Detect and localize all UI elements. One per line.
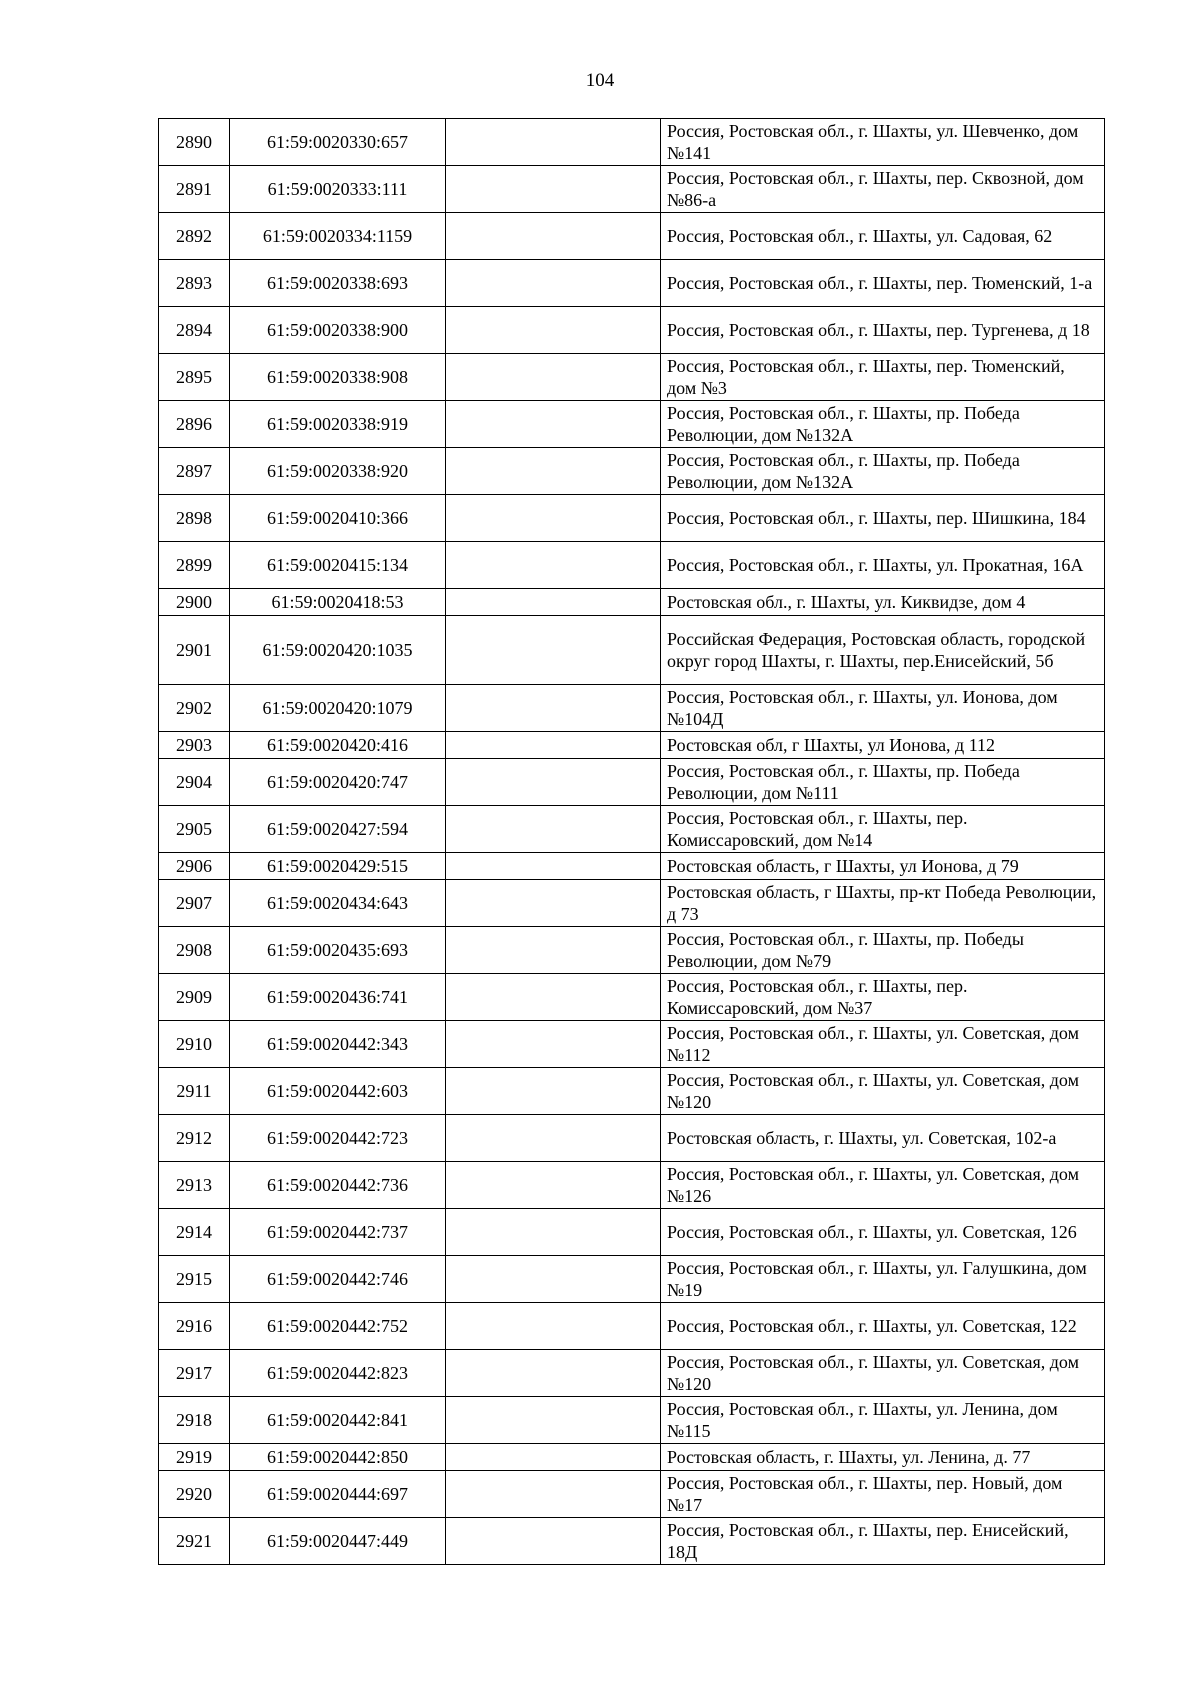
cadastral-number: 61:59:0020420:416 <box>230 732 446 759</box>
cadastral-number: 61:59:0020444:697 <box>230 1471 446 1518</box>
address-cell: Россия, Ростовская обл., г. Шахты, пер. Комиссаровский, дом №14 <box>661 806 1105 853</box>
cadastral-number: 61:59:0020427:594 <box>230 806 446 853</box>
table-row <box>159 1209 1105 1256</box>
cadastral-number: 61:59:0020434:643 <box>230 880 446 927</box>
table-row <box>159 1115 1105 1162</box>
row-number: 2903 <box>159 732 230 759</box>
empty-cell <box>446 1350 661 1397</box>
cadastral-number: 61:59:0020442:823 <box>230 1350 446 1397</box>
cadastral-number: 61:59:0020442:723 <box>230 1115 446 1162</box>
empty-cell <box>446 1068 661 1115</box>
empty-cell <box>446 880 661 927</box>
address-cell: Россия, Ростовская обл., г. Шахты, ул. Советская, дом №112 <box>661 1021 1105 1068</box>
table-row <box>159 213 1105 260</box>
address-cell: Россия, Ростовская обл., г. Шахты, ул. Советская, дом №126 <box>661 1162 1105 1209</box>
table-row <box>159 119 1105 166</box>
empty-cell <box>446 307 661 354</box>
empty-cell <box>446 589 661 616</box>
address-cell: Ростовская область, г Шахты, ул Ионова, д 79 <box>661 853 1105 880</box>
empty-cell <box>446 166 661 213</box>
table-row <box>159 1303 1105 1350</box>
cadastral-number: 61:59:0020436:741 <box>230 974 446 1021</box>
row-number: 2908 <box>159 927 230 974</box>
empty-cell <box>446 732 661 759</box>
empty-cell <box>446 1256 661 1303</box>
cadastral-number: 61:59:0020338:908 <box>230 354 446 401</box>
empty-cell <box>446 806 661 853</box>
row-number: 2906 <box>159 853 230 880</box>
row-number: 2914 <box>159 1209 230 1256</box>
table-row <box>159 974 1105 1021</box>
empty-cell <box>446 1162 661 1209</box>
row-number: 2910 <box>159 1021 230 1068</box>
table-row <box>159 1350 1105 1397</box>
address-cell: Россия, Ростовская обл., г. Шахты, ул. Советская, 126 <box>661 1209 1105 1256</box>
address-cell: Россия, Ростовская обл., г. Шахты, ул. Ленина, дом №115 <box>661 1397 1105 1444</box>
cadastral-number: 61:59:0020442:603 <box>230 1068 446 1115</box>
address-cell: Российская Федерация, Ростовская область, городской округ город Шахты, г. Шахты, пер.Енисейский, 5б <box>661 616 1105 685</box>
row-number: 2912 <box>159 1115 230 1162</box>
address-cell: Россия, Ростовская обл., г. Шахты, ул. Шевченко, дом №141 <box>661 119 1105 166</box>
row-number: 2898 <box>159 495 230 542</box>
address-cell: Ростовская обл., г. Шахты, ул. Киквидзе, дом 4 <box>661 589 1105 616</box>
cadastral-number: 61:59:0020442:841 <box>230 1397 446 1444</box>
cadastral-number: 61:59:0020415:134 <box>230 542 446 589</box>
table-row <box>159 880 1105 927</box>
table-row <box>159 732 1105 759</box>
table-row <box>159 1444 1105 1471</box>
row-number: 2891 <box>159 166 230 213</box>
table-row <box>159 260 1105 307</box>
row-number: 2893 <box>159 260 230 307</box>
cadastral-number: 61:59:0020442:736 <box>230 1162 446 1209</box>
address-cell: Россия, Ростовская обл., г. Шахты, пер. Новый, дом №17 <box>661 1471 1105 1518</box>
empty-cell <box>446 1115 661 1162</box>
row-number: 2900 <box>159 589 230 616</box>
cadastral-number: 61:59:0020420:1035 <box>230 616 446 685</box>
table-row <box>159 1162 1105 1209</box>
table-row <box>159 806 1105 853</box>
table-row <box>159 927 1105 974</box>
empty-cell <box>446 974 661 1021</box>
address-cell: Россия, Ростовская обл., г. Шахты, ул. Галушкина, дом №19 <box>661 1256 1105 1303</box>
address-cell: Ростовская область, г Шахты, пр-кт Победа Революции, д 73 <box>661 880 1105 927</box>
row-number: 2913 <box>159 1162 230 1209</box>
table-row <box>159 354 1105 401</box>
cadastral-number: 61:59:0020410:366 <box>230 495 446 542</box>
cadastral-number: 61:59:0020334:1159 <box>230 213 446 260</box>
empty-cell <box>446 1021 661 1068</box>
empty-cell <box>446 1518 661 1565</box>
empty-cell <box>446 927 661 974</box>
empty-cell <box>446 685 661 732</box>
address-cell: Россия, Ростовская обл., г. Шахты, пер. Шишкина, 184 <box>661 495 1105 542</box>
table-row <box>159 542 1105 589</box>
table-row <box>159 1397 1105 1444</box>
property-registry-table <box>158 118 1105 1565</box>
row-number: 2901 <box>159 616 230 685</box>
table-row <box>159 685 1105 732</box>
address-cell: Россия, Ростовская обл., г. Шахты, пер. Сквозной, дом №86-а <box>661 166 1105 213</box>
address-cell: Россия, Ростовская обл., г. Шахты, пр. Победы Революции, дом №79 <box>661 927 1105 974</box>
row-number: 2919 <box>159 1444 230 1471</box>
address-cell: Россия, Ростовская обл., г. Шахты, пр. Победа Революции, дом №132А <box>661 448 1105 495</box>
empty-cell <box>446 1397 661 1444</box>
address-cell: Ростовская область, г. Шахты, ул. Советская, 102-а <box>661 1115 1105 1162</box>
address-cell: Россия, Ростовская обл., г. Шахты, пер. Тургенева, д 18 <box>661 307 1105 354</box>
row-number: 2892 <box>159 213 230 260</box>
empty-cell <box>446 260 661 307</box>
row-number: 2915 <box>159 1256 230 1303</box>
cadastral-number: 61:59:0020420:747 <box>230 759 446 806</box>
address-cell: Россия, Ростовская обл., г. Шахты, пер. Комиссаровский, дом №37 <box>661 974 1105 1021</box>
cadastral-number: 61:59:0020338:693 <box>230 260 446 307</box>
empty-cell <box>446 1209 661 1256</box>
address-cell: Ростовская область, г. Шахты, ул. Ленина, д. 77 <box>661 1444 1105 1471</box>
row-number: 2896 <box>159 401 230 448</box>
row-number: 2909 <box>159 974 230 1021</box>
empty-cell <box>446 354 661 401</box>
row-number: 2895 <box>159 354 230 401</box>
empty-cell <box>446 448 661 495</box>
row-number: 2902 <box>159 685 230 732</box>
empty-cell <box>446 1444 661 1471</box>
address-cell: Россия, Ростовская обл., г. Шахты, ул. Садовая, 62 <box>661 213 1105 260</box>
table-row <box>159 589 1105 616</box>
address-cell: Россия, Ростовская обл., г. Шахты, пер. Тюменский, 1-а <box>661 260 1105 307</box>
empty-cell <box>446 119 661 166</box>
address-cell: Россия, Ростовская обл., г. Шахты, ул. Советская, дом №120 <box>661 1350 1105 1397</box>
row-number: 2899 <box>159 542 230 589</box>
row-number: 2916 <box>159 1303 230 1350</box>
address-cell: Россия, Ростовская обл., г. Шахты, ул. Советская, 122 <box>661 1303 1105 1350</box>
address-cell: Россия, Ростовская обл., г. Шахты, пр. Победа Революции, дом №111 <box>661 759 1105 806</box>
row-number: 2897 <box>159 448 230 495</box>
address-cell: Россия, Ростовская обл., г. Шахты, ул. Ионова, дом №104Д <box>661 685 1105 732</box>
cadastral-number: 61:59:0020435:693 <box>230 927 446 974</box>
cadastral-number: 61:59:0020447:449 <box>230 1518 446 1565</box>
address-cell: Россия, Ростовская обл., г. Шахты, ул. Прокатная, 16А <box>661 542 1105 589</box>
table-row <box>159 166 1105 213</box>
table-row <box>159 853 1105 880</box>
empty-cell <box>446 1471 661 1518</box>
row-number: 2905 <box>159 806 230 853</box>
table-row <box>159 1471 1105 1518</box>
table-row <box>159 448 1105 495</box>
row-number: 2894 <box>159 307 230 354</box>
cadastral-number: 61:59:0020442:343 <box>230 1021 446 1068</box>
empty-cell <box>446 1303 661 1350</box>
cadastral-number: 61:59:0020338:919 <box>230 401 446 448</box>
table-row <box>159 759 1105 806</box>
cadastral-number: 61:59:0020338:920 <box>230 448 446 495</box>
empty-cell <box>446 401 661 448</box>
address-cell: Россия, Ростовская обл., г. Шахты, пр. Победа Революции, дом №132А <box>661 401 1105 448</box>
empty-cell <box>446 759 661 806</box>
table-row <box>159 495 1105 542</box>
cadastral-number: 61:59:0020333:111 <box>230 166 446 213</box>
empty-cell <box>446 853 661 880</box>
row-number: 2921 <box>159 1518 230 1565</box>
row-number: 2918 <box>159 1397 230 1444</box>
empty-cell <box>446 213 661 260</box>
row-number: 2890 <box>159 119 230 166</box>
row-number: 2920 <box>159 1471 230 1518</box>
table-row <box>159 1256 1105 1303</box>
empty-cell <box>446 495 661 542</box>
cadastral-number: 61:59:0020418:53 <box>230 589 446 616</box>
row-number: 2907 <box>159 880 230 927</box>
cadastral-number: 61:59:0020442:746 <box>230 1256 446 1303</box>
address-cell: Россия, Ростовская обл., г. Шахты, ул. Советская, дом №120 <box>661 1068 1105 1115</box>
empty-cell <box>446 616 661 685</box>
cadastral-number: 61:59:0020442:752 <box>230 1303 446 1350</box>
table-row <box>159 1518 1105 1565</box>
table-row <box>159 616 1105 685</box>
row-number: 2904 <box>159 759 230 806</box>
table-row <box>159 1068 1105 1115</box>
address-cell: Россия, Ростовская обл., г. Шахты, пер. Тюменский, дом №3 <box>661 354 1105 401</box>
table-row <box>159 401 1105 448</box>
cadastral-number: 61:59:0020338:900 <box>230 307 446 354</box>
table-row <box>159 1021 1105 1068</box>
page-number: 104 <box>585 70 615 91</box>
cadastral-number: 61:59:0020429:515 <box>230 853 446 880</box>
address-cell: Ростовская обл, г Шахты, ул Ионова, д 112 <box>661 732 1105 759</box>
row-number: 2917 <box>159 1350 230 1397</box>
cadastral-number: 61:59:0020442:737 <box>230 1209 446 1256</box>
table-row <box>159 307 1105 354</box>
cadastral-number: 61:59:0020442:850 <box>230 1444 446 1471</box>
row-number: 2911 <box>159 1068 230 1115</box>
cadastral-number: 61:59:0020330:657 <box>230 119 446 166</box>
cadastral-number: 61:59:0020420:1079 <box>230 685 446 732</box>
empty-cell <box>446 542 661 589</box>
address-cell: Россия, Ростовская обл., г. Шахты, пер. Енисейский, 18Д <box>661 1518 1105 1565</box>
